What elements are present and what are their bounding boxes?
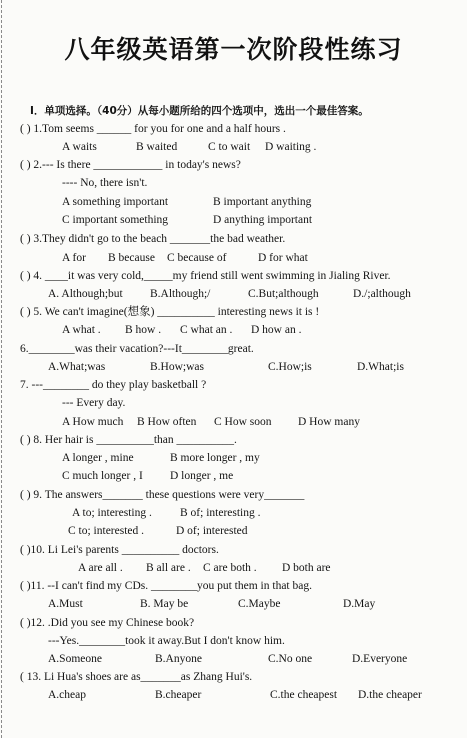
question-12-stem: ( )12. .Did you see my Chinese book? — [20, 617, 195, 629]
question-5-option-b: B how . — [125, 324, 162, 336]
question-8-stem: ( ) 8. Her hair is __________than __________. — [20, 434, 237, 446]
question-5-option-c: C what an . — [180, 324, 233, 336]
question-3-option-b: B because — [108, 252, 155, 264]
question-3-option-d: D for what — [258, 252, 308, 264]
question-11-option-d: D.May — [343, 598, 376, 610]
question-12-response: ---Yes.________took it away.But I don't know him. — [48, 635, 285, 647]
question-6-option-d: D.What;is — [357, 361, 404, 373]
question-10-stem: ( )10. Li Lei's parents __________ doctors. — [20, 544, 219, 556]
question-2-option-c: C important something — [62, 214, 169, 226]
question-10-option-b: B all are . — [146, 562, 191, 574]
question-4-option-b: B.Although;/ — [150, 288, 211, 300]
question-13-option-a: A.cheap — [48, 689, 86, 701]
question-3-option-a: A for — [62, 252, 86, 264]
question-1-option-c: C to wait — [208, 141, 251, 153]
question-6-option-a: A.What;was — [48, 361, 106, 373]
question-1-option-d: D waiting . — [265, 141, 317, 153]
question-7-stem: 7. ---________ do they play basketball ? — [20, 379, 207, 391]
question-10-option-d: D both are — [282, 562, 331, 574]
question-9-option-b: B of; interesting . — [180, 507, 261, 519]
question-13-option-d: D.the cheaper — [358, 689, 422, 701]
question-2-option-d: D anything important — [213, 214, 313, 226]
question-8-option-b: B more longer , my — [170, 452, 260, 464]
question-9-option-a: A to; interesting . — [72, 507, 152, 519]
question-6-option-c: C.How;is — [268, 361, 312, 373]
question-12-option-d: D.Everyone — [352, 653, 408, 665]
question-5-option-a: A what . — [62, 324, 101, 336]
question-3-stem: ( ) 3.They didn't go to the beach _______the bad weather. — [20, 233, 286, 245]
question-8-option-d: D longer , me — [170, 470, 234, 482]
section-heading: I．单项选择。（40分）从每小题所给的四个选项中，选出一个最佳答案。 — [30, 105, 369, 117]
question-9-stem: ( ) 9. The answers_______ these questions were very_______ — [20, 489, 305, 501]
question-9-option-c: C to; interested . — [68, 525, 145, 537]
question-8-option-a: A longer , mine — [62, 452, 134, 464]
question-10-option-c: C are both . — [203, 562, 257, 574]
question-1-option-b: B waited — [136, 141, 178, 153]
question-2-response: ---- No, there isn't. — [62, 177, 148, 189]
question-11-option-a: A.Must — [48, 598, 83, 610]
question-11-stem: ( )11. --I can't find my CDs. ________you put them in that bag. — [20, 580, 312, 592]
question-2-option-a: A something important — [62, 196, 169, 208]
question-1-option-a: A waits — [62, 141, 97, 153]
question-13-option-b: B.cheaper — [155, 689, 202, 701]
question-12-option-b: B.Anyone — [155, 653, 202, 665]
question-4-option-a: A. Although;but — [48, 288, 123, 300]
question-8-option-c: C much longer , I — [62, 470, 143, 482]
question-1-stem: ( ) 1.Tom seems ______ for you for one and a half hours . — [20, 123, 286, 135]
question-7-option-b: B How often — [137, 416, 197, 428]
question-13-stem: ( 13. Li Hua's shoes are as_______as Zhang Hui's. — [20, 671, 253, 683]
question-9-option-d: D of; interested — [176, 525, 248, 537]
question-4-stem: ( ) 4. ____it was very cold,_____my friend still went swimming in Jialing River. — [20, 270, 391, 282]
question-2-stem: ( ) 2.--- Is there ____________ in today's news? — [20, 159, 241, 171]
question-6-option-b: B.How;was — [150, 361, 204, 373]
question-5-option-d: D how an . — [251, 324, 302, 336]
question-12-option-c: C.No one — [268, 653, 313, 665]
question-6-stem: 6.________was their vacation?---It________great. — [20, 343, 254, 355]
question-7-option-c: C How soon — [214, 416, 272, 428]
question-7-option-a: A How much — [62, 416, 124, 428]
page-title: 八年级英语第一次阶段性练习 — [64, 35, 403, 64]
question-2-option-b: B important anything — [213, 196, 312, 208]
question-3-option-c: C because of — [167, 252, 227, 264]
question-11-option-c: C.Maybe — [238, 598, 281, 610]
question-13-option-c: C.the cheapest — [270, 689, 338, 701]
question-10-option-a: A are all . — [78, 562, 123, 574]
binding-margin-line — [1, 0, 2, 738]
question-4-option-c: C.But;although — [248, 288, 319, 300]
question-7-option-d: D How many — [298, 416, 360, 428]
question-12-option-a: A.Someone — [48, 653, 102, 665]
question-7-response: --- Every day. — [62, 397, 126, 409]
question-11-option-b: B. May be — [140, 598, 189, 610]
question-4-option-d: D./;although — [353, 288, 411, 300]
question-5-stem: ( ) 5. We can't imagine(想象) __________ interesting news it is ! — [20, 306, 320, 318]
